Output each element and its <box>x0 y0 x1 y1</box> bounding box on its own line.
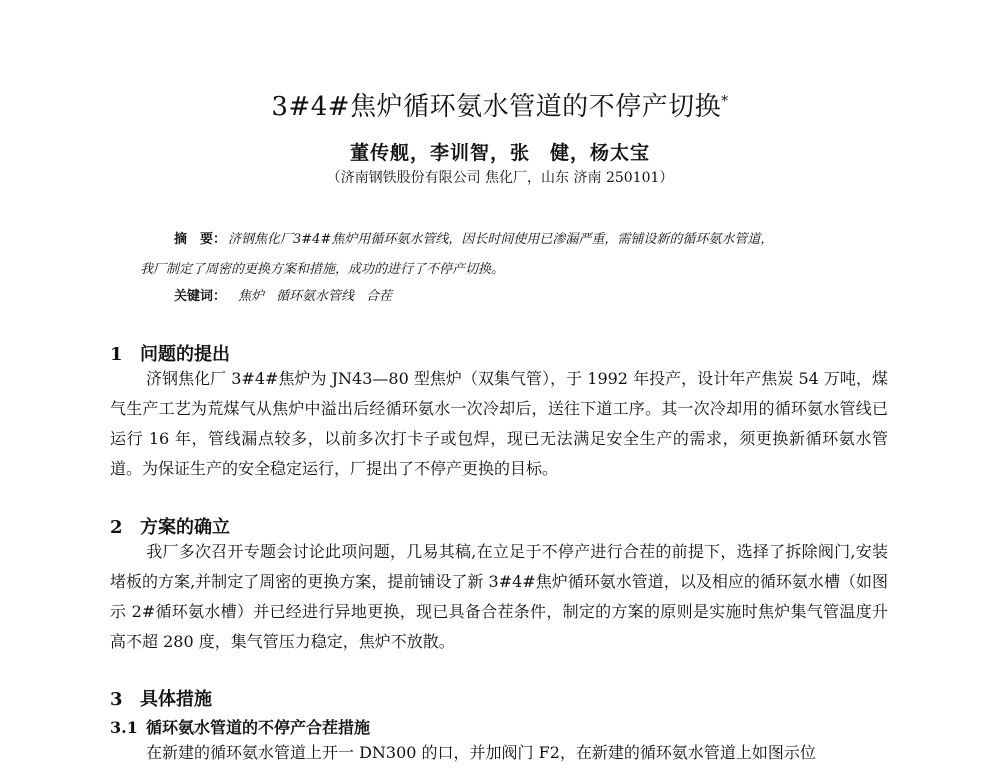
paragraph-text: 在新建的循环氨水管道上开一 DN300 的口，并加阀门 F2，在新建的循环氨水管道上如图示位 <box>146 743 816 762</box>
keyword: 合茬 <box>366 289 393 304</box>
abstract-text-1: 济钢焦化厂3#4#焦炉用循环氨水管线，因长时间使用已渗漏严重，需铺设新的循环氨水管道， <box>228 232 774 247</box>
keyword: 焦炉 <box>238 289 265 304</box>
section-heading-1 <box>110 340 230 366</box>
abstract <box>140 225 880 285</box>
abstract-line-1 <box>140 225 880 255</box>
section-number: 3 <box>110 689 123 710</box>
keywords <box>174 285 392 304</box>
section-heading-2 <box>110 513 230 539</box>
subsection-number: 3.1 <box>110 718 138 737</box>
section-number: 1 <box>110 344 123 365</box>
section-3-1-paragraph <box>110 738 888 768</box>
title-text: 3#4#焦炉循环氨水管道的不停产切换 <box>271 92 722 122</box>
paragraph-text: 我厂多次召开专题会讨论此项问题，几易其稿,在立足于不停产进行合茬的前提下，选择了拆除阀门,安装堵板的方案,并制定了周密的更换方案，提前铺设了新 3#4#焦炉循环氨水管道，以及相应的循环氨水槽（如图示 2#循环氨水槽）并已经进行异地更换，现已具备合茬条件，制定的方案的原则是实施时焦炉集气管温度升高不超 280 度，集气管压力稳定，焦炉不放散。 <box>110 542 888 651</box>
article-title <box>0 86 1000 123</box>
keywords-label: 关键词： <box>174 289 227 304</box>
section-title: 问题的提出 <box>140 344 230 365</box>
section-1-paragraph <box>110 364 888 484</box>
paragraph-text: 济钢焦化厂 3#4#焦炉为 JN43—80 型焦炉（双集气管），于 1992 年投产，设计年产焦炭 54 万吨，煤气生产工艺为荒煤气从焦炉中溢出后经循环氨水一次冷却后，送往下道工序。其一次冷却用的循环氨水管线已运行 16 年，管线漏点较多，以前多次打卡子或包焊，现已无法满足安全生产的需求，须更换新循环氨水管道。为保证生产的安全稳定运行，厂提出了不停产更换的目标。 <box>110 369 888 478</box>
title-footnote-mark: * <box>721 93 729 110</box>
abstract-label: 摘 要： <box>174 232 227 247</box>
abstract-line-2: 我厂制定了周密的更换方案和措施，成功的进行了不停产切换。 <box>140 262 505 277</box>
section-title: 方案的确立 <box>140 517 230 538</box>
section-number: 2 <box>110 517 123 538</box>
subsection-title: 循环氨水管道的不停产合茬措施 <box>146 718 371 737</box>
section-2-paragraph <box>110 537 888 657</box>
section-heading-3 <box>110 685 212 711</box>
affiliation: （济南钢铁股份有限公司 焦化厂，山东 济南 250101） <box>326 170 674 186</box>
subsection-heading-3-1 <box>110 715 370 738</box>
keyword: 循环氨水管线 <box>276 289 355 304</box>
author-list: 董传舰，李训智，张 健，杨太宝 <box>349 142 650 164</box>
section-title: 具体措施 <box>140 689 212 710</box>
